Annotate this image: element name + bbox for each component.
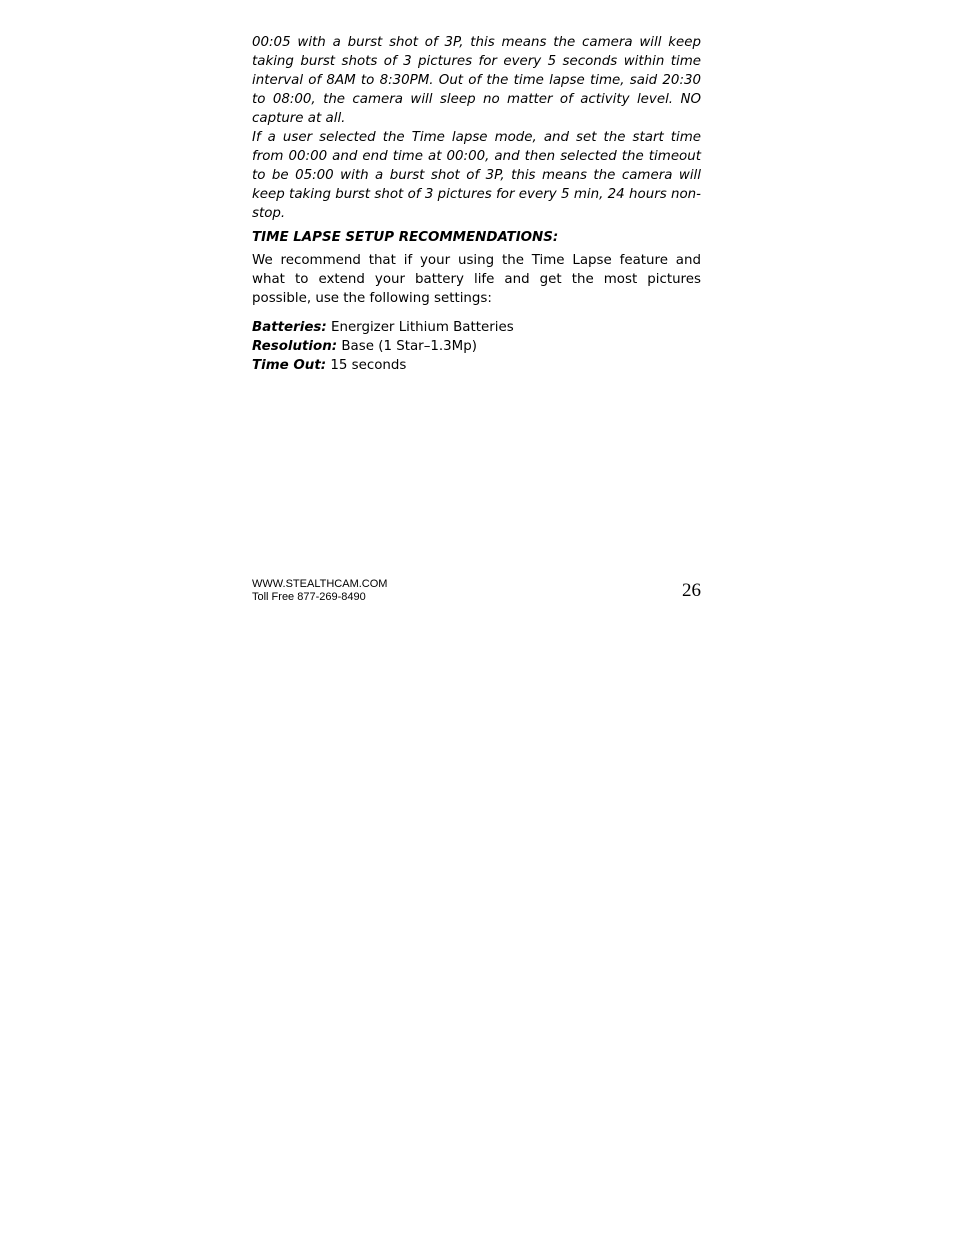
setting-label: Resolution: — [252, 339, 338, 354]
footer-contact — [252, 578, 387, 604]
setting-batteries — [252, 318, 701, 337]
setting-value: Base (1 Star–1.3Mp) — [337, 339, 477, 354]
setting-value: 15 seconds — [326, 358, 407, 373]
paragraph-time-lapse-example-2: If a user selected the Time lapse mode, and set the start time from 00:00 and end time at 00:00, and then selected the timeout to be 05:00 with a burst shot of 3P, this means the camera will keep taking burst shot of 3 pictures for every 5 min, 24 hours non-stop. — [252, 130, 701, 221]
page-footer — [252, 578, 701, 608]
settings-list — [252, 318, 701, 375]
footer-website: WWW.STEALTHCAM.COM — [252, 578, 388, 590]
setting-label: Batteries: — [252, 320, 327, 335]
setting-value: Energizer Lithium Batteries — [326, 320, 514, 335]
footer-phone: Toll Free 877-269-8490 — [252, 591, 366, 603]
recommendation-intro: We recommend that if your using the Time Lapse feature and what to extend your battery life and get the most pictures possible, use the following settings: — [252, 253, 701, 306]
setting-timeout — [252, 356, 701, 375]
page-number: 26 — [682, 580, 701, 601]
setting-label: Time Out: — [252, 358, 327, 373]
paragraph-time-lapse-example-1: 00:05 with a burst shot of 3P, this means the camera will keep taking burst shots of 3 pictures for every 5 seconds within time interval of 8AM to 8:30PM. Out of the time lapse time, said 20:30 to 08:00, the camera will sleep no matter of activity level. NO capture at all. — [252, 35, 701, 126]
section-heading: TIME LAPSE SETUP RECOMMENDATIONS: — [252, 230, 559, 245]
setting-resolution — [252, 337, 701, 356]
